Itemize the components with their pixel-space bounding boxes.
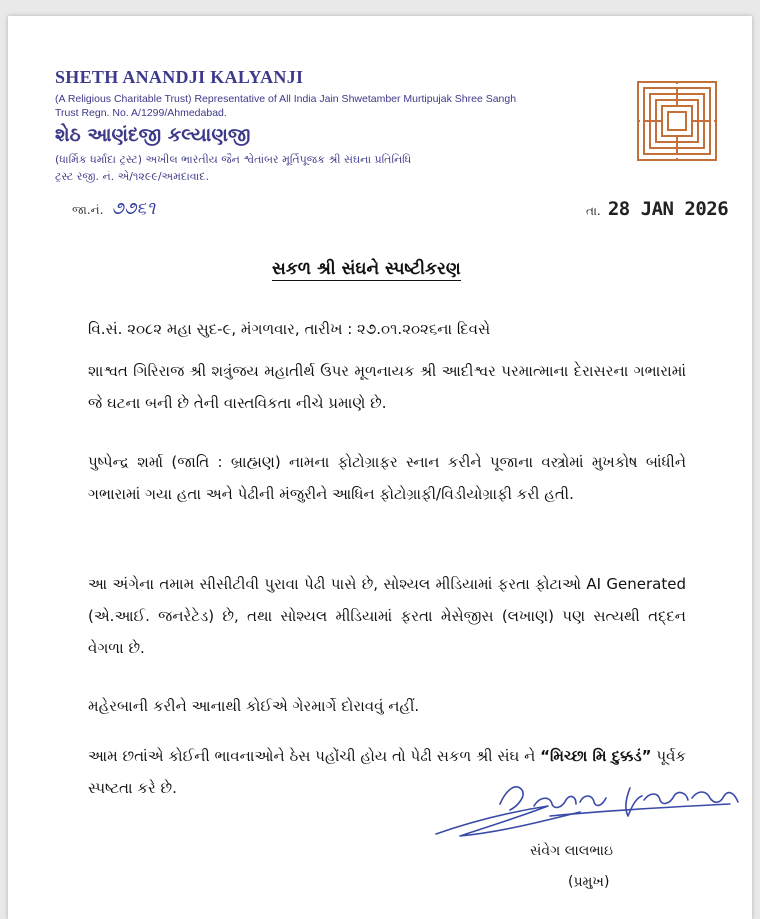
date-stamp: 28 JAN 2026 [607, 198, 729, 220]
reference-number [72, 198, 155, 219]
date-label: તા. [586, 204, 601, 218]
paragraph-photographer: પુષ્પેન્દ્ર શર્મા (જાતિ : બ્રાહ્મણ) નામના ફોટોગ્રાફર સ્નાન કરીને પૂજાના વસ્ત્રોમાં મુખકોષ બાંધીને ગભારામાં ગયા હતા અને પેઢીની મંજુરીને આધિન ફોટોગ્રાફી/વિડીયોગ્રાફી કરી હતી. [88, 453, 686, 503]
letter-date [586, 198, 728, 220]
reference-label: જા.નં. [72, 203, 104, 217]
org-name-gujarati: શેઠ આણંદજી કલ્યાણજી [55, 124, 251, 146]
signature-icon [430, 776, 750, 844]
org-subtitle-english: (A Religious Charitable Trust) Representative of All India Jain Shwetamber Murtipujak Shree Sangh [55, 93, 517, 105]
closing-quote: “મિચ્છા મિ દુક્કડં” [540, 747, 652, 765]
letter-title: સકળ શ્રી સંઘને સ્પષ્ટીકરણ [272, 259, 461, 279]
paragraph-evidence: આ અંગેના તમામ સીસીટીવી પુરાવા પેઢી પાસે છે, સોશ્યલ મીડિયામાં ફરતા ફોટાઓ AI Generated (એ.આઈ. જનરેટેડ) છે, તથા સોશ્યલ મીડિયામાં ફરતા મેસેજીસ (લખાણ) પણ સત્યથી તદ્દન વેગળા છે. [88, 575, 686, 657]
trust-registration-gujarati: ટ્રસ્ટ રજી. નં. એ/૧૨૯૯/અમદાવાદ. [55, 170, 209, 183]
paragraph-incident: શાશ્વત ગિરિરાજ શ્રી શત્રુંજય મહાતીર્થ ઉપર મૂળનાયક શ્રી આદીશ્વર પરમાત્માના દેરાસરના ગભારામાં જે ઘટના બની છે તેની વાસ્તવિકતા નીચે પ્રમાણે છે. [88, 362, 686, 412]
closing-text-before: આમ છતાંએ કોઈની ભાવનાઓને ઠેસ પહોંચી હોય તો પેઢી સકળ શ્રી સંઘ ને [88, 747, 536, 765]
org-subtitle-gujarati: (ધાર્મિક ધર્માદા ટ્રસ્ટ) અખીલ ભારતીય જૈન શ્વેતાંબર મૂર્તિપૂજક શ્રી સંઘના પ્રતિનિધિ [55, 153, 412, 166]
paragraph-request: મહેરબાની કરીને આનાથી કોઈએ ગેરમાર્ગે દોરાવવું નહીં. [88, 697, 420, 715]
signatory-name: સંવેગ લાલભાઇ [530, 843, 613, 859]
reference-value: ૭૭૬૧ [111, 198, 156, 219]
trust-registration-english: Trust Regn. No. A/1299/Ahmedabad. [55, 107, 227, 119]
closing-text-after: પૂર્વક સ્પષ્ટતા કરે છે. [88, 747, 686, 797]
signatory-designation: (પ્રમુખ) [568, 874, 610, 890]
org-name-english: SHETH ANANDJI KALYANJI [55, 67, 304, 87]
paragraph-date-line: વિ.સં. ૨૦૮૨ મહા સુદ-૯, મંગળવાર, તારીખ : ૨૭.૦૧.૨૦૨૬ના દિવસે [88, 320, 491, 338]
trust-logo-icon [636, 80, 718, 162]
